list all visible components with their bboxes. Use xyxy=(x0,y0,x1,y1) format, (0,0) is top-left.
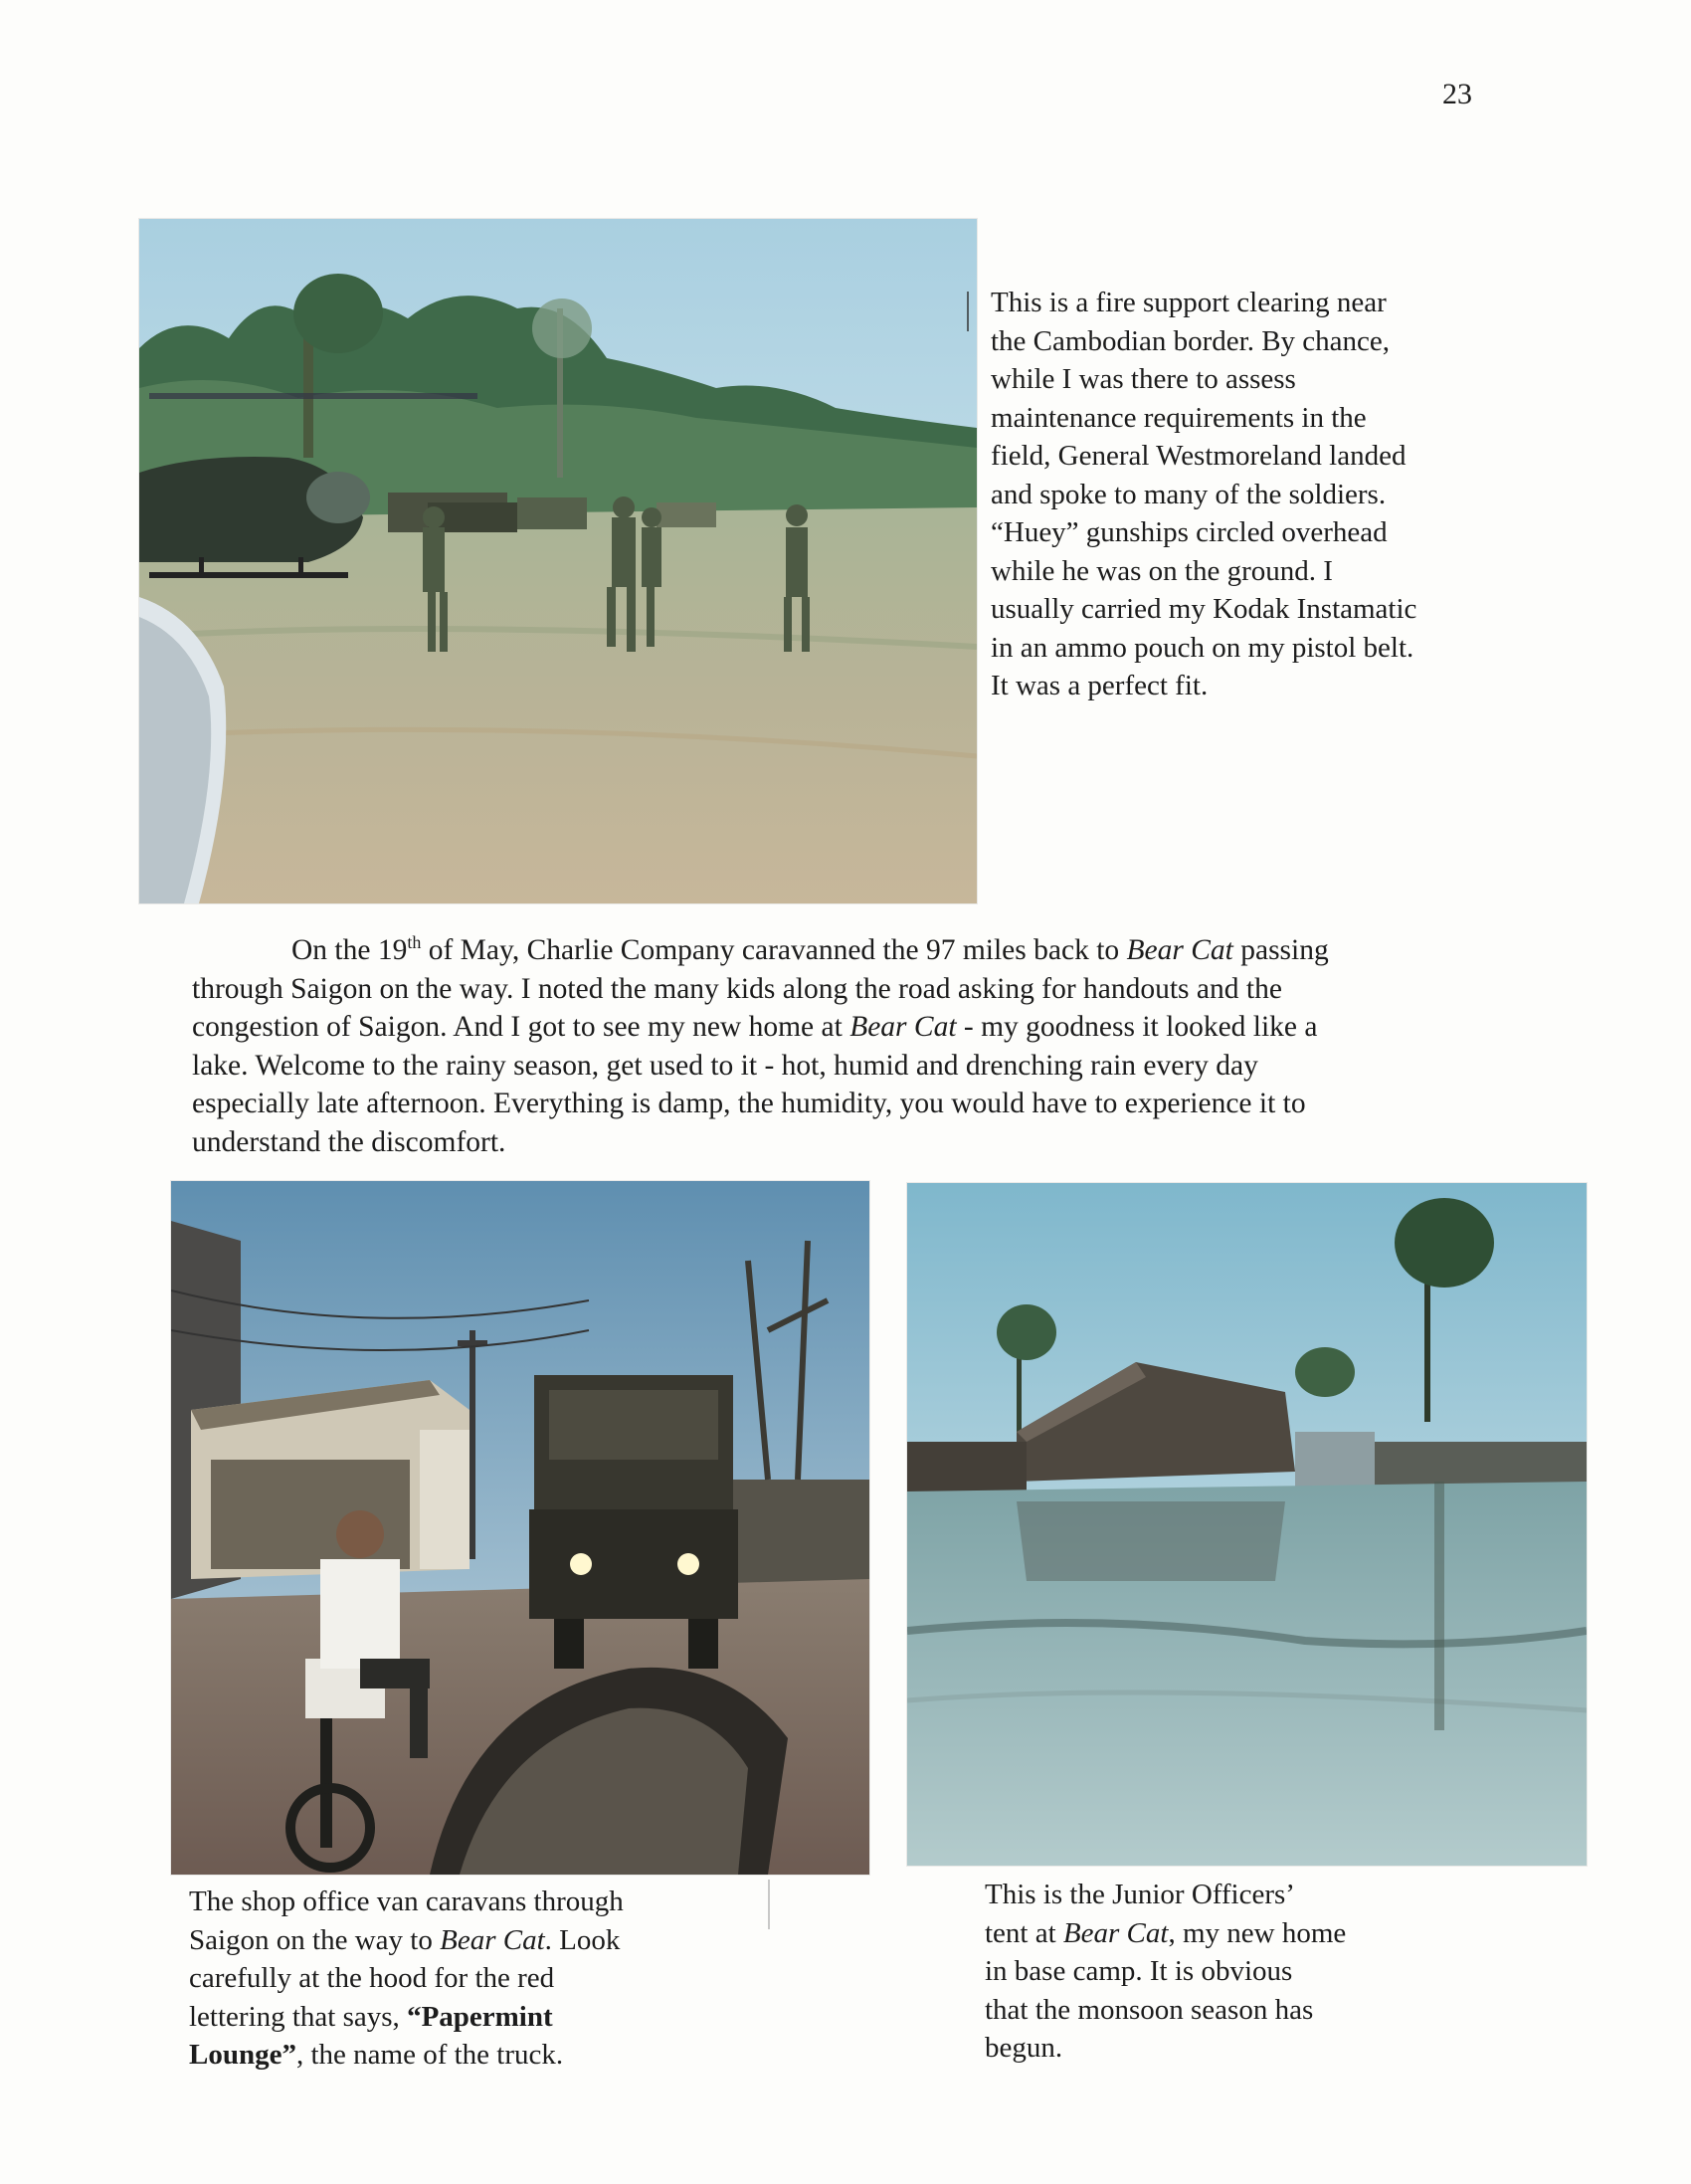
saigon-photo-caption xyxy=(189,1883,746,2075)
caption-text: tent at xyxy=(985,1916,1063,1949)
bearcat-photo-caption xyxy=(985,1876,1432,2068)
caption-line xyxy=(189,1921,746,1960)
saigon-street-image xyxy=(171,1181,869,1875)
caption-line xyxy=(189,1998,746,2037)
place-name: Bear Cat xyxy=(1062,1916,1169,1949)
caption-line: This is a fire support clearing near xyxy=(991,287,1387,318)
flooded-tent-photo xyxy=(907,1183,1587,1866)
ordinal-superscript: th xyxy=(407,932,422,953)
scan-artifact-line xyxy=(768,1880,770,1929)
body-line xyxy=(192,931,1505,970)
helicopter-clearing-image xyxy=(139,219,977,903)
caption-line: field, General Westmoreland landed xyxy=(991,440,1407,472)
body-text: - my goodness it looked like a xyxy=(956,1011,1318,1043)
truck-name: Lounge” xyxy=(189,2039,296,2071)
caption-line xyxy=(985,1914,1432,1953)
caption-text: . Look xyxy=(544,1923,621,1956)
caption-line: that the monsoon season has xyxy=(985,1993,1314,2026)
caption-text: Saigon on the way to xyxy=(189,1923,441,1956)
caption-line: begun. xyxy=(985,2032,1063,2064)
caption-line xyxy=(189,2036,746,2075)
caption-text: , the name of the truck. xyxy=(295,2039,564,2071)
caption-line: while he was on the ground. I xyxy=(991,554,1333,587)
page-number: 23 xyxy=(1442,78,1472,110)
caption-text: lettering that says, xyxy=(189,2000,408,2033)
flooded-tent-image xyxy=(907,1183,1587,1866)
truck-name: “Papermint xyxy=(407,2000,553,2033)
place-name: Bear Cat xyxy=(440,1923,545,1956)
caption-line: This is the Junior Officers’ xyxy=(985,1879,1295,1910)
caption-line: The shop office van caravans through xyxy=(189,1886,624,1917)
caption-line: maintenance requirements in the xyxy=(991,401,1367,434)
body-line: through Saigon on the way. I noted the many kids along the road asking for handouts and the xyxy=(192,972,1282,1005)
caption-line: “Huey” gunships circled overhead xyxy=(991,516,1388,548)
body-text: passing xyxy=(1232,934,1329,966)
body-line: especially late afternoon. Everything is damp, the humidity, you would have to experience it to xyxy=(192,1088,1306,1119)
scan-artifact-line xyxy=(967,292,969,331)
helicopter-clearing-photo xyxy=(139,219,977,903)
caption-line: in base camp. It is obvious xyxy=(985,1955,1293,1987)
body-line: understand the discomfort. xyxy=(192,1125,506,1158)
caption-line: carefully at the hood for the red xyxy=(189,1962,555,1994)
caption-line: the Cambodian border. By chance, xyxy=(991,324,1391,357)
place-name: Bear Cat xyxy=(849,1011,957,1043)
caption-line: while I was there to assess xyxy=(991,363,1296,395)
body-line: lake. Welcome to the rainy season, get used to it - hot, humid and drenching rain every day xyxy=(192,1049,1258,1082)
caption-line: and spoke to many of the soldiers. xyxy=(991,478,1387,510)
caption-line: usually carried my Kodak Instamatic xyxy=(991,593,1417,625)
body-text: congestion of Saigon. And I got to see my new home at xyxy=(192,1011,850,1043)
body-text: of May, Charlie Company caravanned the 97 miles back to xyxy=(421,934,1127,966)
caption-text: , my new home xyxy=(1168,1916,1347,1949)
caption-line: in an ammo pouch on my pistol belt. xyxy=(991,631,1414,664)
caption-line: It was a perfect fit. xyxy=(991,670,1209,701)
clearing-photo-caption xyxy=(991,284,1508,705)
body-line xyxy=(192,1008,1505,1047)
place-name: Bear Cat xyxy=(1126,934,1233,966)
body-paragraph xyxy=(192,931,1505,1161)
saigon-street-photo xyxy=(171,1181,869,1875)
body-text: On the 19 xyxy=(291,934,408,966)
